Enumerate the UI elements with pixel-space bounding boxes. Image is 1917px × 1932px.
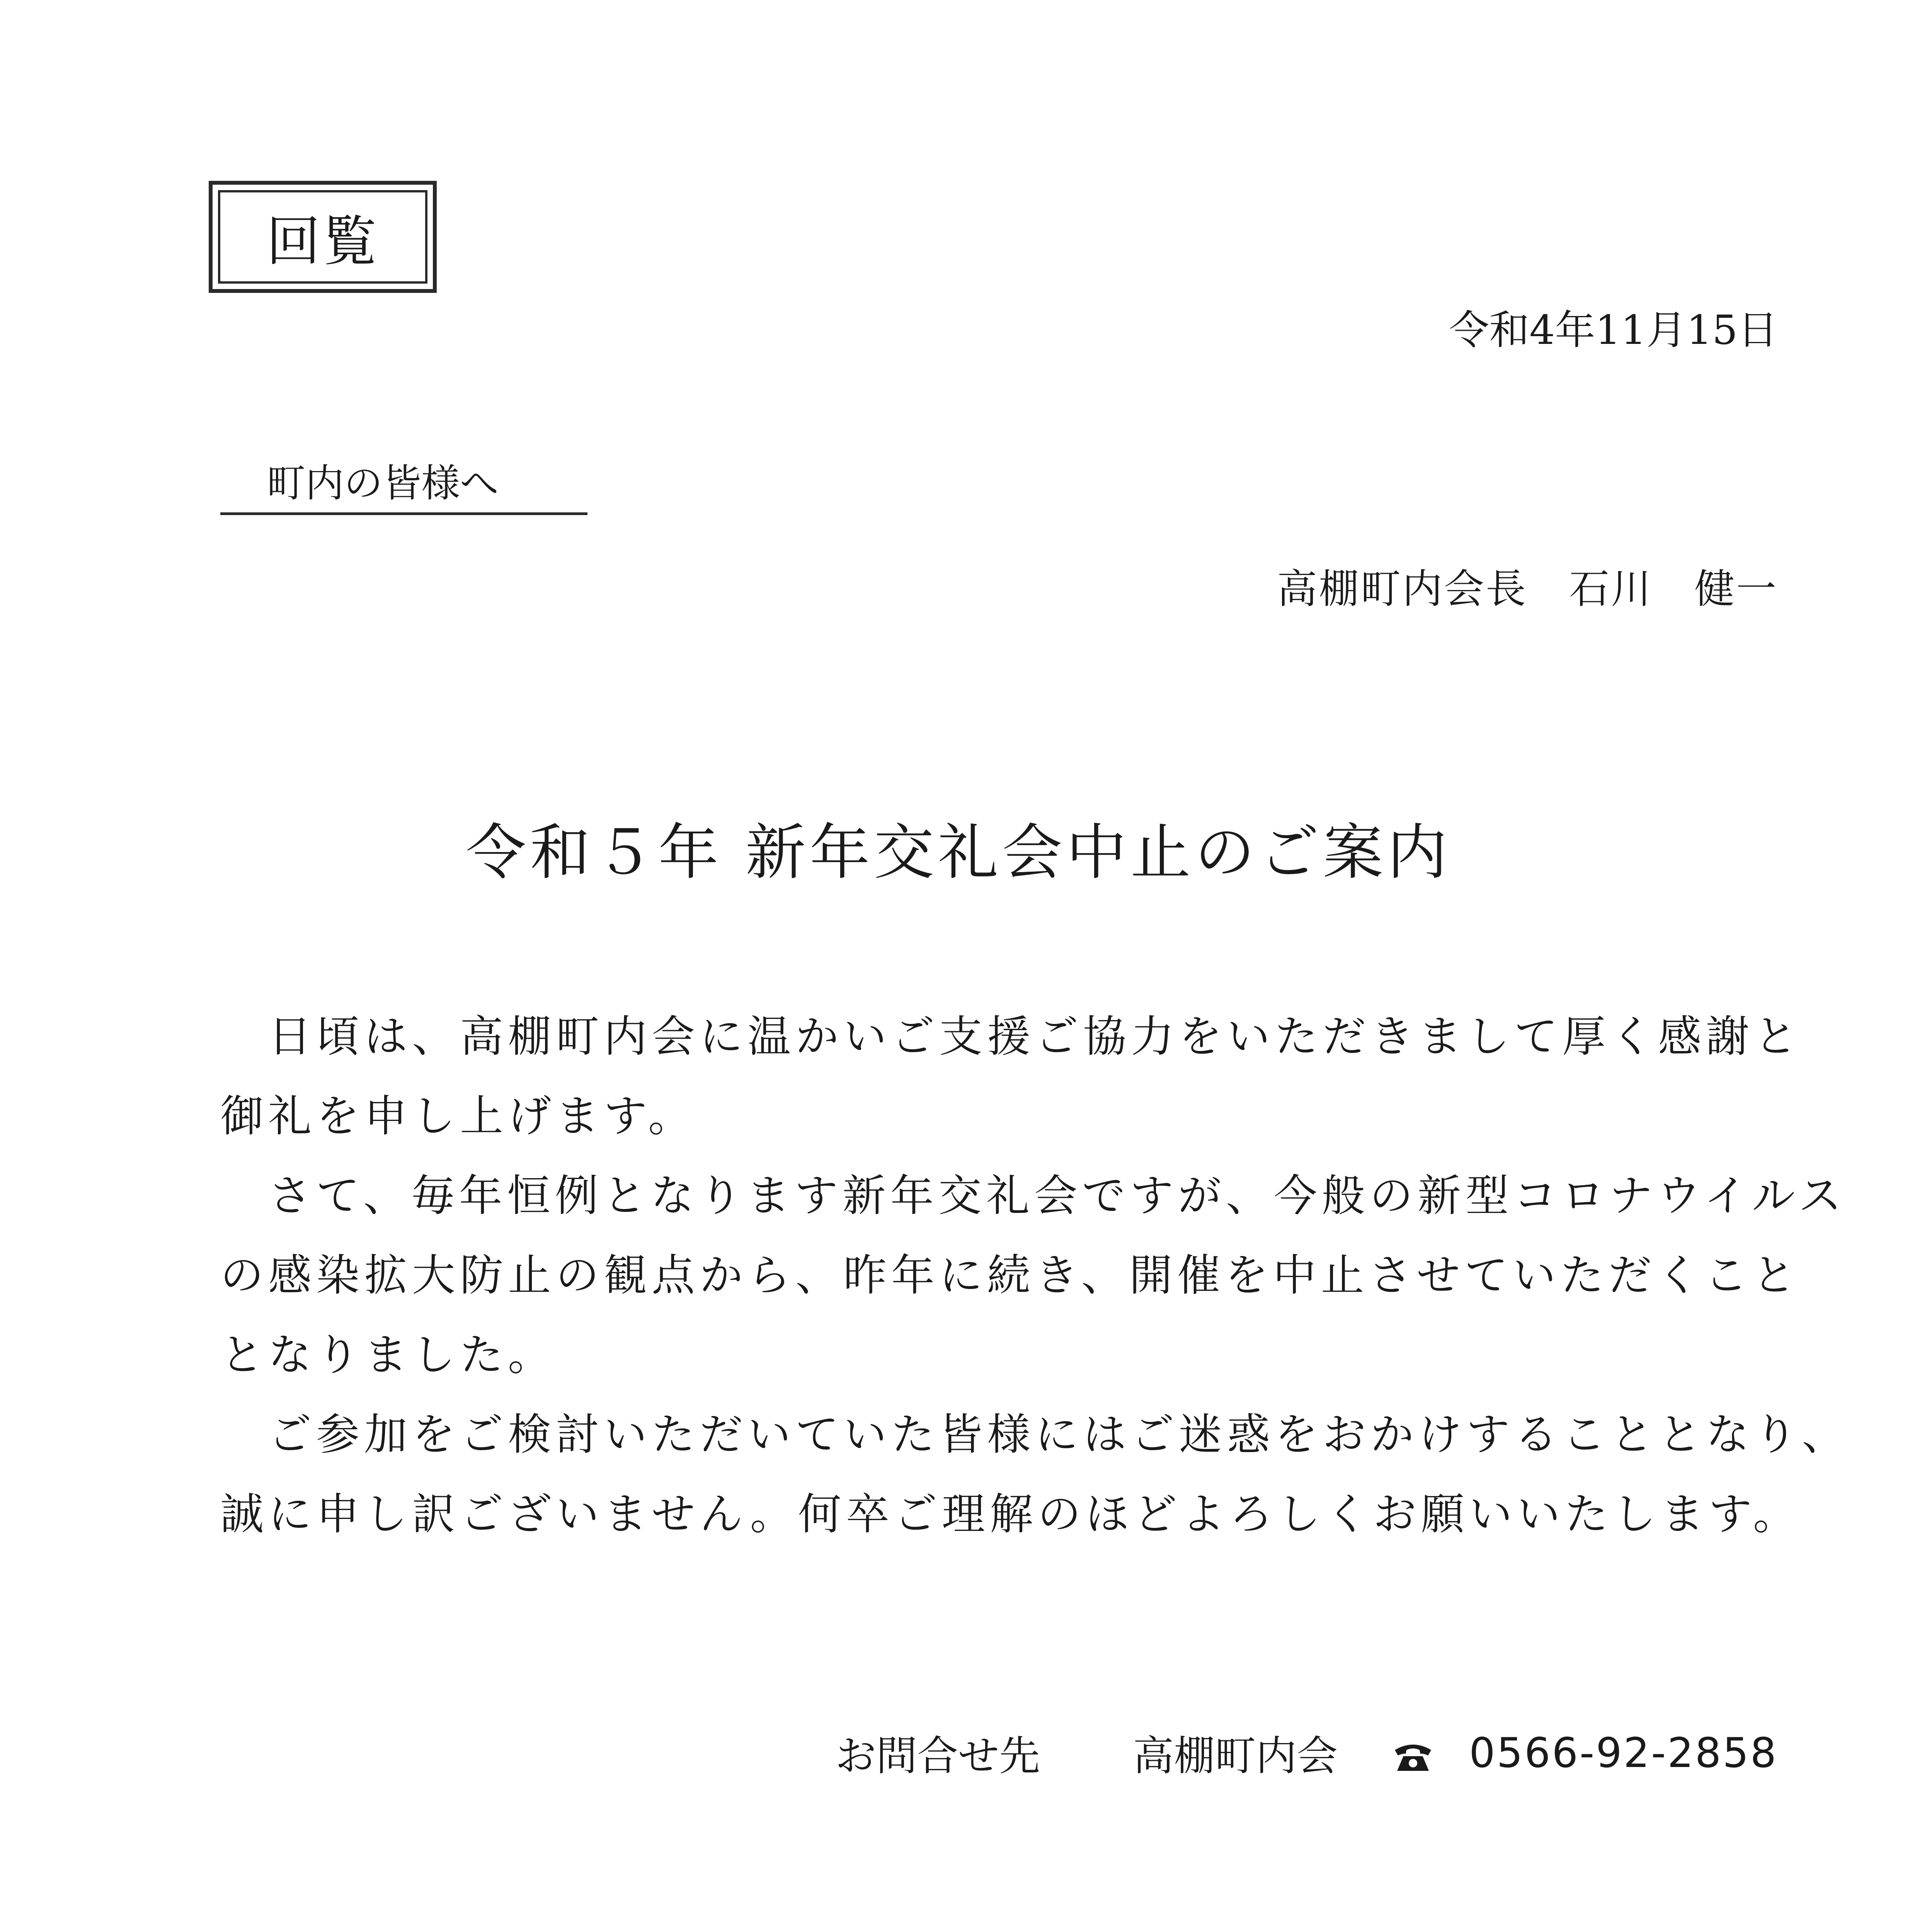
sender: 高棚町内会長 石川 健一 (1277, 565, 1778, 612)
contact-info (835, 1723, 1778, 1782)
body-line: の感染拡大防止の観点から、昨年に続き、開催を中止させていただくこと (220, 1250, 1800, 1301)
contact-organization: 高棚町内会 (1133, 1732, 1338, 1780)
telephone-icon (1392, 1735, 1434, 1770)
contact-label: お問合せ先 (835, 1732, 1040, 1780)
stamp-label: 回覧 (218, 190, 427, 284)
body-line: ご参加をご検討いただいていた皆様にはご迷惑をおかけすることとなり、 (220, 1410, 1850, 1460)
body-line: さて、毎年恒例となります新年交礼会ですが、今般の新型コロナウイルス (220, 1171, 1847, 1221)
body-line: 御礼を申し上げます。 (220, 1091, 696, 1141)
body-line: 誠に申し訳ございません。何卒ご理解のほどよろしくお願いいたします。 (220, 1489, 1801, 1539)
body-text (220, 997, 1850, 1554)
document-date: 令和4年11月15日 (1449, 306, 1778, 354)
body-line: となりました。 (220, 1330, 556, 1380)
body-line: 日頃は、高棚町内会に温かいご支援ご協力をいただきまして厚く感謝と (220, 1012, 1802, 1062)
document-title: 令和５年 新年交礼会中止のご案内 (466, 817, 1451, 888)
addressee: 町内の皆様へ (220, 452, 587, 515)
circulation-stamp (209, 181, 437, 293)
contact-phone: 0566-92-2858 (1469, 1729, 1778, 1777)
